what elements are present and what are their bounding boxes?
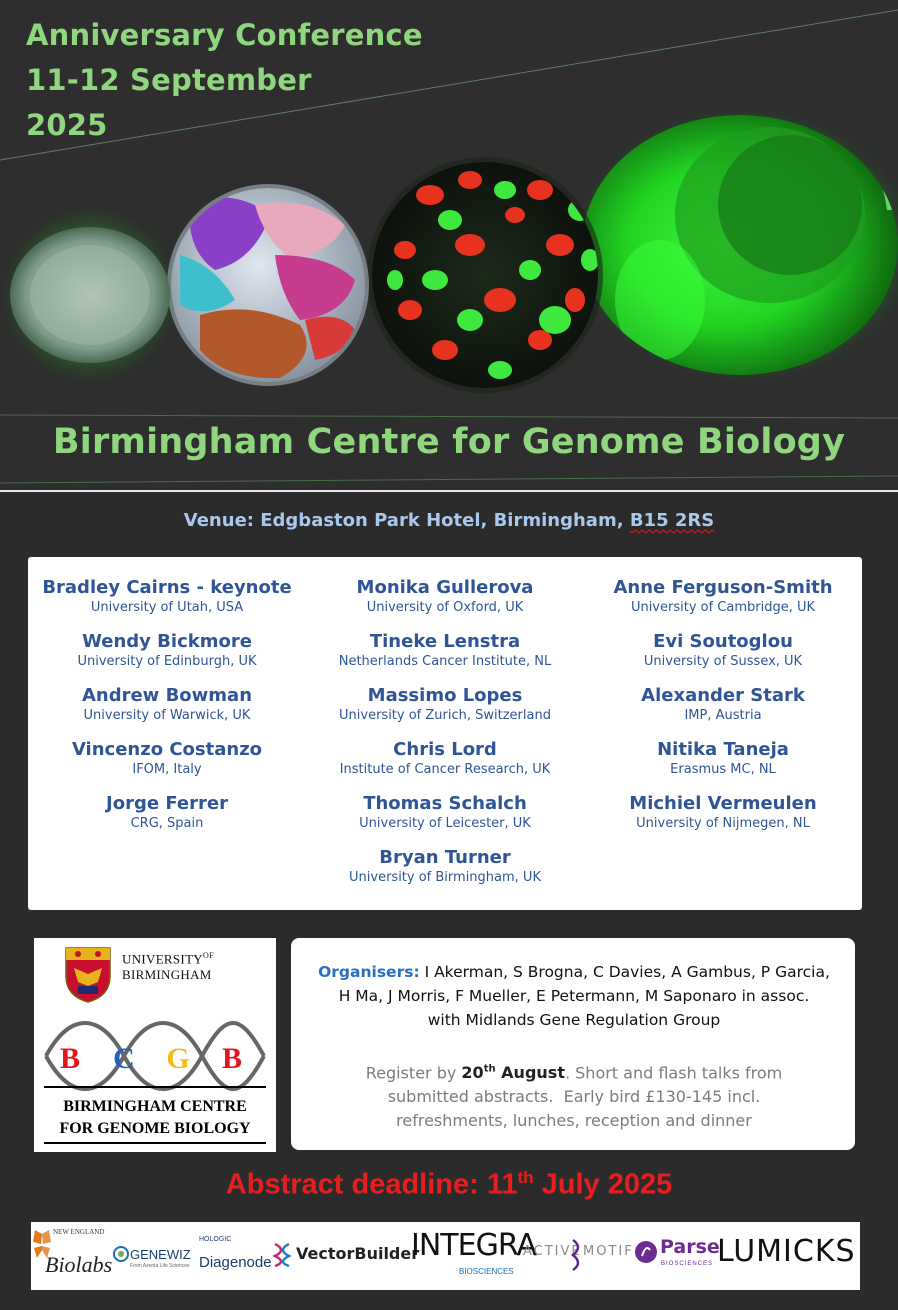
bcgb-letter: C — [113, 1042, 135, 1075]
sponsor-logos-strip — [31, 1222, 860, 1290]
parse-logo: Parse — [660, 1236, 720, 1258]
speaker-name: Thomas Schalch — [363, 793, 527, 814]
organisers-line1: I Akerman, S Brogna, C Davies, A Gambus, P Garcia, — [424, 963, 830, 981]
university-crest-icon — [64, 946, 112, 1004]
centre-title: Birmingham Centre for Genome Biology — [52, 422, 846, 462]
registration-text — [305, 1058, 843, 1133]
organisers-label: Organisers: — [318, 963, 420, 981]
deadline-rest: July 2025 — [533, 1168, 673, 1201]
integra-logo: INTEGRA — [411, 1228, 536, 1263]
speaker-entry — [28, 631, 306, 671]
speaker-affiliation: Erasmus MC, NL — [670, 762, 776, 777]
speaker-affiliation: University of Oxford, UK — [366, 600, 524, 615]
speaker-affiliation: University of Birmingham, UK — [349, 870, 541, 885]
organisers-line2: H Ma, J Morris, F Mueller, E Petermann, M Saponaro in assoc. — [338, 987, 810, 1005]
speaker-entry — [306, 847, 584, 887]
integra-subtitle: BIOSCIENCES — [459, 1267, 514, 1276]
speaker-entry — [28, 739, 306, 779]
lumicks-logo: LUMICKS — [717, 1234, 856, 1269]
register-day: 20 — [461, 1063, 484, 1083]
speaker-affiliation: University of Zurich, Switzerland — [339, 708, 551, 723]
speaker-affiliation: CRG, Spain — [130, 816, 204, 831]
speaker-name: Alexander Stark — [641, 685, 805, 706]
venue-line — [0, 510, 898, 531]
speakers-column-1 — [28, 577, 306, 847]
speaker-name: Wendy Bickmore — [82, 631, 252, 652]
organisers-line3: with Midlands Gene Regulation Group — [427, 1011, 721, 1029]
conference-banner — [0, 0, 898, 490]
bcgb-centre-name — [34, 1096, 276, 1140]
university-logo-box — [34, 938, 276, 1152]
speaker-entry — [584, 793, 862, 833]
register-line1: . Short and flash talks from — [564, 1063, 783, 1083]
speaker-entry — [584, 739, 862, 779]
vectorbuilder-icon — [271, 1242, 293, 1268]
speaker-affiliation: University of Warwick, UK — [83, 708, 251, 723]
speaker-affiliation: University of Cambridge, UK — [630, 600, 816, 615]
speaker-entry — [28, 685, 306, 725]
bcgb-letter: G — [166, 1042, 190, 1075]
register-line2: submitted abstracts. Early bird £130-145 incl. — [387, 1087, 761, 1107]
speaker-name: Tineke Lenstra — [369, 631, 521, 652]
speaker-name: Michiel Vermeulen — [629, 793, 817, 814]
speaker-entry — [306, 631, 584, 671]
section-divider — [0, 490, 898, 492]
speaker-name: Jorge Ferrer — [106, 793, 228, 814]
speaker-entry — [306, 793, 584, 833]
register-month: August — [501, 1063, 565, 1083]
speaker-name: Nitika Taneja — [657, 739, 789, 760]
venue-text: Venue: Edgbaston Park Hotel, Birmingham, — [183, 510, 624, 531]
bcgb-letter: B — [59, 1042, 81, 1075]
register-day-suffix: th — [483, 1064, 496, 1075]
bcgb-rule-top — [44, 1086, 266, 1088]
abstract-deadline — [0, 1168, 898, 1202]
parse-subtitle: BIOSCIENCES — [661, 1261, 714, 1267]
hologic-logo: HOLOGIC — [199, 1236, 232, 1243]
organisers-info-box — [291, 938, 855, 1150]
venue-postcode: B15 2RS — [629, 510, 715, 531]
speakers-panel — [28, 557, 862, 910]
genewiz-icon — [113, 1246, 129, 1262]
speakers-column-2 — [306, 577, 584, 901]
speaker-affiliation: IFOM, Italy — [132, 762, 202, 777]
speaker-name: Andrew Bowman — [81, 685, 253, 706]
speakers-column-3 — [584, 577, 862, 847]
speaker-entry — [306, 739, 584, 779]
speaker-name: Bradley Cairns - keynote — [42, 577, 292, 598]
bcgb-helix-logo — [40, 1020, 270, 1092]
diagenode-logo: Diagenode — [199, 1254, 272, 1271]
active-motif-logo-left: ACTIVE — [523, 1244, 582, 1259]
university-name — [122, 948, 214, 983]
genewiz-logo: GENEWIZ — [130, 1247, 191, 1262]
speaker-affiliation: University of Utah, USA — [90, 600, 244, 615]
speaker-name: Evi Soutoglou — [653, 631, 793, 652]
register-prefix: Register by — [365, 1063, 457, 1083]
neb-top: NEW ENGLAND — [53, 1228, 105, 1236]
bcgb-rule-bottom — [44, 1142, 266, 1144]
bcgb-line1: BIRMINGHAM CENTRE — [63, 1098, 247, 1115]
event-year: 2025 — [26, 108, 108, 142]
speaker-entry — [306, 577, 584, 617]
register-line3: refreshments, lunches, reception and dinner — [396, 1111, 752, 1131]
uob-line2: BIRMINGHAM — [122, 967, 212, 983]
speaker-name: Anne Ferguson-Smith — [613, 577, 833, 598]
speaker-affiliation: IMP, Austria — [684, 708, 762, 723]
active-motif-logo-right: MOTIF — [583, 1244, 634, 1259]
speaker-entry — [584, 685, 862, 725]
speaker-name: Bryan Turner — [379, 847, 511, 868]
vectorbuilder-logo: VectorBuilder — [296, 1244, 420, 1263]
genewiz-tagline: From Azenta Life Sciences — [130, 1263, 190, 1269]
event-title: Anniversary Conference — [26, 18, 423, 52]
speaker-affiliation: Institute of Cancer Research, UK — [339, 762, 551, 777]
deadline-prefix: Abstract deadline: 11 — [225, 1168, 518, 1201]
bcgb-letter: B — [221, 1042, 243, 1075]
uob-line1: UNIVERSITY — [122, 951, 203, 967]
deadline-suffix: th — [517, 1168, 534, 1187]
speaker-name: Vincenzo Costanzo — [71, 739, 263, 760]
speaker-affiliation: University of Edinburgh, UK — [77, 654, 257, 669]
speaker-entry — [28, 577, 306, 617]
speaker-affiliation: University of Nijmegen, NL — [636, 816, 810, 831]
speaker-entry — [584, 631, 862, 671]
active-motif-icon — [571, 1238, 583, 1272]
speaker-entry — [306, 685, 584, 725]
speaker-affiliation: Netherlands Cancer Institute, NL — [338, 654, 552, 669]
bcgb-line2: FOR GENOME BIOLOGY — [59, 1120, 251, 1137]
organisers-text — [305, 960, 843, 1032]
speaker-affiliation: University of Leicester, UK — [359, 816, 531, 831]
speaker-entry — [584, 577, 862, 617]
event-dates: 11-12 September — [26, 63, 312, 97]
parse-icon — [634, 1240, 658, 1264]
uob-of: OF — [203, 951, 214, 960]
speaker-name: Massimo Lopes — [367, 685, 523, 706]
speaker-name: Monika Gullerova — [356, 577, 534, 598]
speaker-affiliation: University of Sussex, UK — [643, 654, 803, 669]
speaker-entry — [28, 793, 306, 833]
speaker-name: Chris Lord — [393, 739, 497, 760]
neb-logo: Biolabs — [45, 1252, 113, 1277]
